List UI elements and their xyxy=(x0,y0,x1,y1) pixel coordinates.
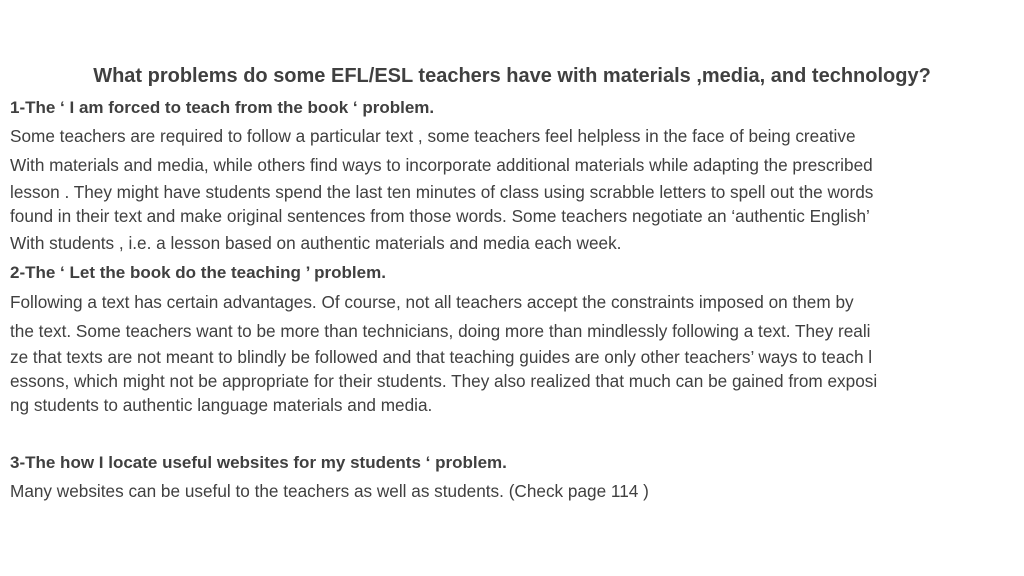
section-1-heading: 1-The ‘ I am forced to teach from the book ‘ problem. xyxy=(10,98,435,117)
section-2-line-2: the text. Some teachers want to be more than technicians, doing more than mindlessly following a text. They reali xyxy=(10,321,871,341)
section-1-line-3: lesson . They might have students spend the last ten minutes of class using scrabble letters to spell out the words xyxy=(10,182,874,202)
section-1-line-5: With students , i.e. a lesson based on authentic materials and media each week. xyxy=(10,233,622,253)
section-3-line-1: Many websites can be useful to the teachers as well as students. (Check page 114 ) xyxy=(10,481,649,501)
section-1-line-4: found in their text and make original sentences from those words. Some teachers negotiate an ‘authentic English’ xyxy=(10,206,870,226)
section-2-line-3: ze that texts are not meant to blindly be followed and that teaching guides are only other teachers’ ways to teach l xyxy=(10,347,873,367)
section-3-heading: 3-The how I locate useful websites for my students ‘ problem. xyxy=(10,453,507,472)
slide-content xyxy=(10,96,1020,506)
section-1-line-2: With materials and media, while others find ways to incorporate additional materials while adapting the prescribed xyxy=(10,155,873,175)
section-1-line-1: Some teachers are required to follow a particular text , some teachers feel helpless in the face of being creative xyxy=(10,126,856,146)
section-2-line-1: Following a text has certain advantages. Of course, not all teachers accept the constraints imposed on them by xyxy=(10,292,854,312)
section-2-heading: 2-The ‘ Let the book do the teaching ’ problem. xyxy=(10,263,386,282)
slide-title: What problems do some EFL/ESL teachers have with materials ,media, and technology? xyxy=(93,65,931,87)
section-2-line-5: ng students to authentic language materials and media. xyxy=(10,395,433,415)
section-2-line-4: essons, which might not be appropriate for their students. They also realized that much can be gained from exposi xyxy=(10,371,878,391)
